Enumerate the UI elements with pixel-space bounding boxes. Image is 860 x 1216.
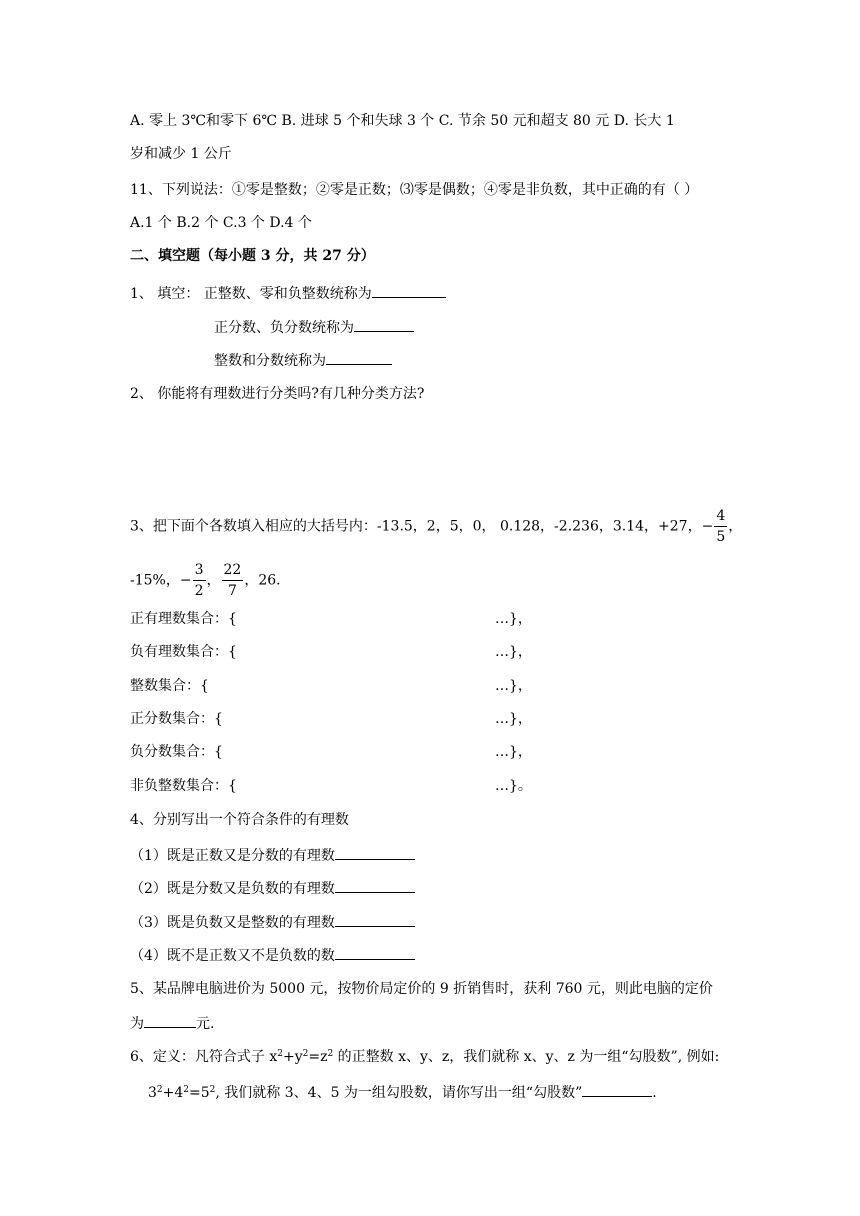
q6-sup-3: 2 bbox=[327, 1049, 334, 1059]
fraction-3-2-numerator: 3 bbox=[193, 560, 206, 581]
q6-sup-1: 2 bbox=[277, 1049, 283, 1059]
q5-line1: 5、某品牌电脑进价为 5000 元，按物价局定价的 9 折销售时，获利 760 元，则此电脑的定价 bbox=[130, 981, 713, 997]
q6-line1 bbox=[130, 1047, 719, 1067]
fraction-4-5-denominator: 5 bbox=[716, 529, 726, 545]
q11-options: A.1 个 B.2 个 C.3 个 D.4 个 bbox=[130, 215, 312, 231]
q4-blank-3[interactable] bbox=[335, 912, 415, 927]
fraction-22-7 bbox=[222, 560, 244, 601]
q1-line2 bbox=[214, 317, 414, 338]
q5-line2-end: 元. bbox=[196, 1016, 215, 1032]
fraction-4-5 bbox=[714, 506, 727, 547]
q1-line1 bbox=[130, 283, 446, 304]
q6-sup-2: 2 bbox=[302, 1049, 309, 1059]
q3-line2-start: -15%，− bbox=[130, 572, 192, 589]
q1-blank-2[interactable] bbox=[354, 317, 414, 332]
q3-line2-end: ，26. bbox=[244, 572, 281, 589]
q6-line1-a: 6、定义：凡符合式子 x bbox=[130, 1049, 278, 1065]
q6-line2-a: 3 bbox=[148, 1085, 157, 1101]
q4-item-2-text: （2）既是分数又是负数的有理数 bbox=[130, 881, 335, 897]
q2-question: 2、 你能将有理数进行分类吗?有几种分类方法? bbox=[130, 386, 425, 402]
q4-item-2 bbox=[130, 878, 415, 899]
q4-blank-1[interactable] bbox=[335, 845, 415, 860]
q1-line2-text: 正分数、负分数统称为 bbox=[214, 320, 354, 336]
q4-item-3-text: （3）既是负数又是整数的有理数 bbox=[130, 915, 335, 931]
q10-options-line1: A. 零上 3℃和零下 6℃ B. 进球 5 个和失球 3 个 C. 节余 50 元和超支 80 元 D. 长大 1 bbox=[130, 113, 675, 129]
set-negative-rational-label: 负有理数集合：{ bbox=[130, 644, 237, 660]
set-positive-fraction-close: …}， bbox=[495, 711, 532, 727]
fraction-3-2-denominator: 2 bbox=[194, 583, 204, 599]
q1-line3 bbox=[214, 350, 392, 371]
q4-item-1 bbox=[130, 845, 415, 866]
q6-line1-b: +y bbox=[283, 1049, 303, 1065]
set-nonnegative-integer-close: …}。 bbox=[495, 778, 532, 794]
fraction-4-5-numerator: 4 bbox=[714, 506, 727, 527]
q6-line1-c: =z bbox=[308, 1049, 328, 1065]
fraction-22-7-numerator: 22 bbox=[222, 560, 244, 581]
q4-intro: 4、分别写出一个符合条件的有理数 bbox=[130, 812, 349, 828]
section-heading-fill-in: 二、填空题（每小题 3 分，共 27 分） bbox=[130, 248, 375, 264]
set-negative-fraction-label: 负分数集合：{ bbox=[130, 744, 223, 760]
q6-line2-c: =5 bbox=[189, 1085, 210, 1101]
q6-line2-d: , 我们就称 3、4、5 为一组勾股数，请你写出一组“勾股数” bbox=[215, 1085, 583, 1101]
set-integer-close: …}， bbox=[495, 678, 532, 694]
q4-blank-2[interactable] bbox=[335, 878, 415, 893]
q1-blank-3[interactable] bbox=[326, 350, 392, 365]
q6-line1-d: 的正整数 x、y、z，我们就称 x、y、z 为一组“勾股数”, 例如: bbox=[333, 1049, 720, 1065]
set-negative-fraction-close: …}， bbox=[495, 744, 532, 760]
q4-item-1-text: （1）既是正数又是分数的有理数 bbox=[130, 848, 335, 864]
q1-line1-text: 1、 填空： 正整数、零和负整数统称为 bbox=[130, 286, 372, 302]
q3-intro-text: 3、把下面个各数填入相应的大括号内：-13.5，2，5，0， 0.128，-2.236，3.14，+27，− bbox=[130, 518, 714, 535]
set-positive-rational-close: …}， bbox=[495, 611, 532, 627]
q6-sup-5: 2 bbox=[183, 1085, 190, 1095]
set-positive-fraction-label: 正分数集合：{ bbox=[130, 711, 223, 727]
q3-comma: ， bbox=[728, 518, 743, 535]
q6-sup-6: 2 bbox=[209, 1085, 216, 1095]
q1-line3-text: 整数和分数统称为 bbox=[214, 353, 326, 369]
q6-sup-4: 2 bbox=[156, 1085, 163, 1095]
q5-line2 bbox=[130, 1013, 214, 1034]
q4-blank-4[interactable] bbox=[335, 945, 415, 960]
set-integer-label: 整数集合：{ bbox=[130, 678, 209, 694]
q6-line2 bbox=[148, 1082, 657, 1103]
q4-item-4-text: （4）既不是正数又不是负数的数 bbox=[130, 948, 335, 964]
q4-item-4 bbox=[130, 945, 415, 966]
q5-blank-price[interactable] bbox=[144, 1013, 196, 1028]
q3-numbers-line2 bbox=[130, 560, 281, 601]
fraction-3-2 bbox=[193, 560, 206, 601]
set-positive-rational-label: 正有理数集合：{ bbox=[130, 611, 237, 627]
q3-intro-line bbox=[130, 506, 742, 547]
q1-blank-1[interactable] bbox=[372, 283, 446, 298]
q4-item-3 bbox=[130, 912, 415, 933]
q6-line2-end: . bbox=[652, 1085, 657, 1101]
fraction-22-7-denominator: 7 bbox=[227, 583, 237, 599]
q6-line2-b: +4 bbox=[162, 1085, 184, 1101]
q6-blank-answer[interactable] bbox=[582, 1082, 652, 1097]
q11-question: 11、下列说法：①零是整数；②零是正数；⑶零是偶数；④零是非负数，其中正确的有（ ） bbox=[130, 182, 699, 198]
q10-options-line2: 岁和减少 1 公斤 bbox=[130, 146, 232, 162]
set-nonnegative-integer-label: 非负整数集合：{ bbox=[130, 778, 237, 794]
q5-line2-start: 为 bbox=[130, 1016, 144, 1032]
q3-comma-2: ， bbox=[206, 572, 221, 589]
set-negative-rational-close: …}， bbox=[495, 644, 532, 660]
